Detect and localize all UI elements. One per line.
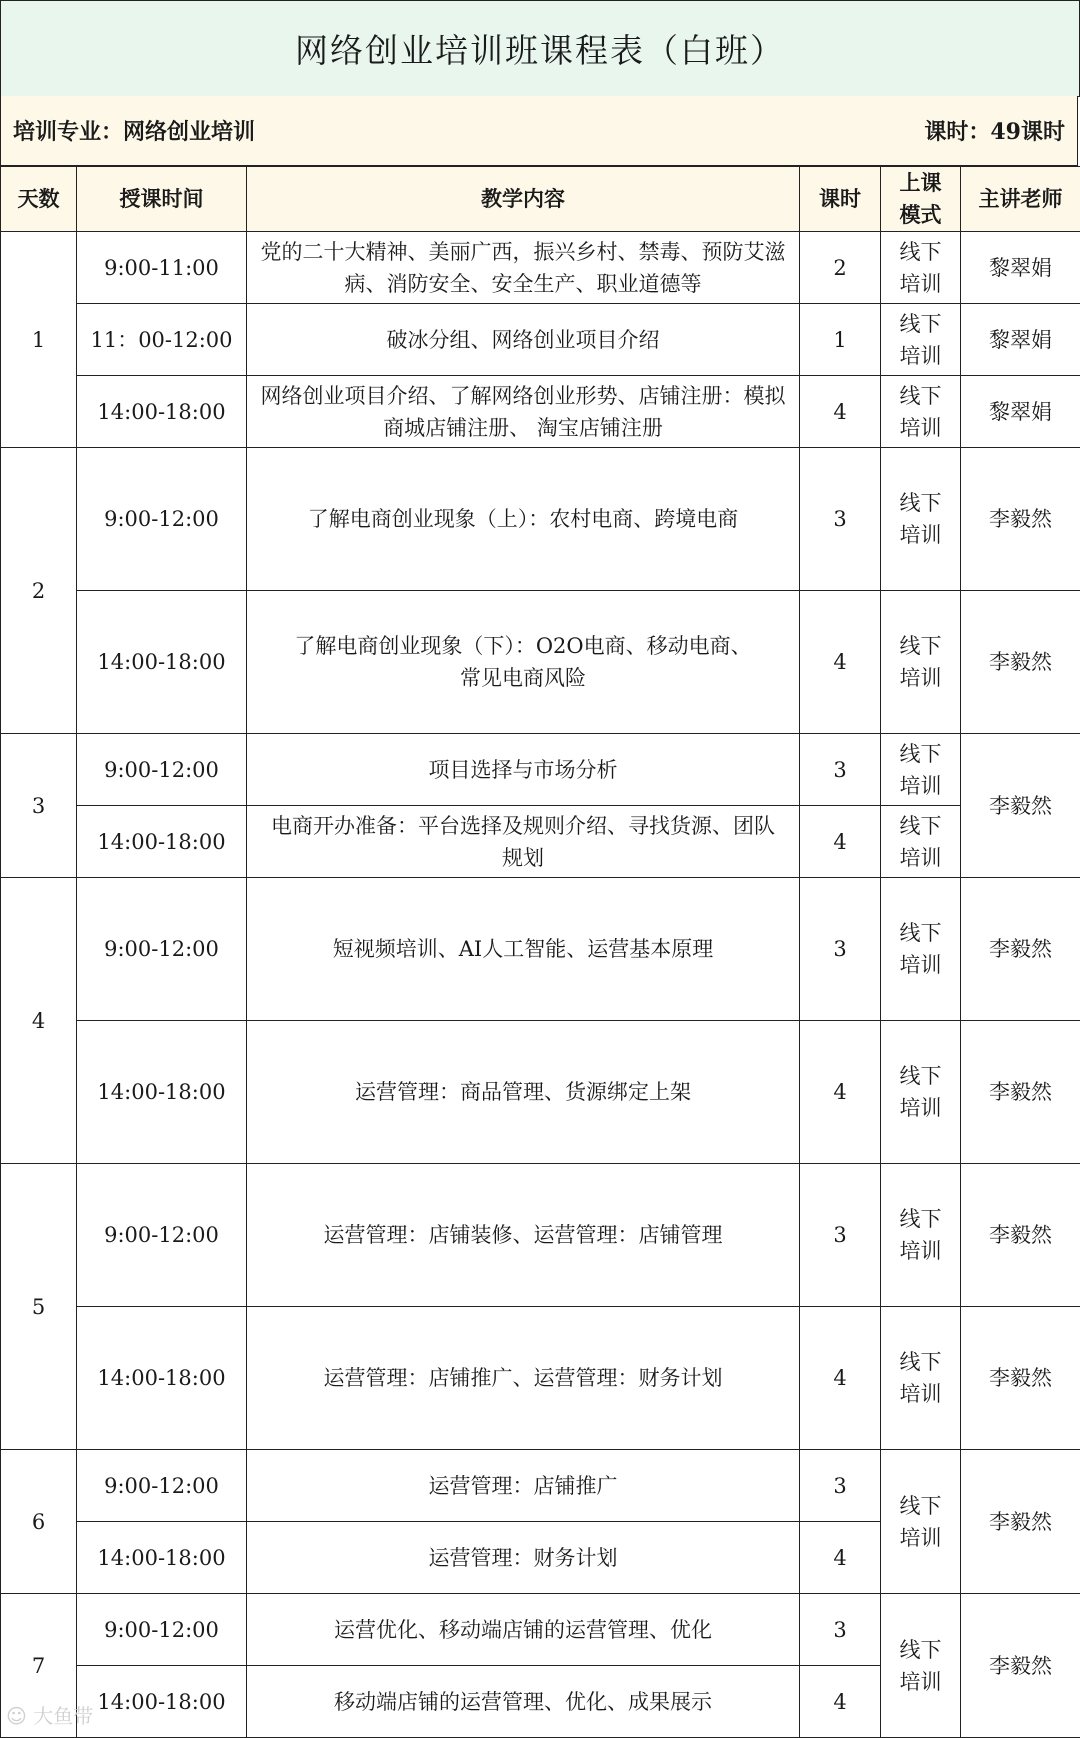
title-bar: [0, 0, 1080, 97]
table-row: [1, 304, 1080, 376]
hours-cell: 4: [800, 1307, 881, 1450]
time-cell: 14:00-18:00: [77, 1021, 247, 1164]
table-row: [1, 1021, 1080, 1164]
time-cell: 9:00-11:00: [77, 232, 247, 304]
table-row: [1, 1164, 1080, 1307]
table-row: [1, 1307, 1080, 1450]
time-cell: 9:00-12:00: [77, 734, 247, 806]
mode-cell: 线下培训: [881, 734, 961, 806]
content-cell: 电商开办准备：平台选择及规则介绍、寻找货源、团队规划: [247, 806, 800, 878]
content-cell: 了解电商创业现象（上）：农村电商、跨境电商: [247, 448, 800, 591]
hours-cell: 4: [800, 591, 881, 734]
header-time: 授课时间: [77, 167, 247, 232]
teacher-cell: 李毅然: [961, 591, 1080, 734]
hours-cell: 1: [800, 304, 881, 376]
teacher-cell: 黎翠娟: [961, 376, 1080, 448]
mode-cell: 线下培训: [881, 304, 961, 376]
hours-cell: 3: [800, 1164, 881, 1307]
hours-cell: 3: [800, 878, 881, 1021]
info-bar: [0, 96, 1078, 166]
mode-cell: 线下培训: [881, 1307, 961, 1450]
time-cell: 9:00-12:00: [77, 448, 247, 591]
mode-cell: 线下培训: [881, 448, 961, 591]
content-cell: 运营管理：财务计划: [247, 1522, 800, 1594]
header-row: [1, 167, 1080, 232]
content-cell: 运营管理：商品管理、货源绑定上架: [247, 1021, 800, 1164]
time-cell: 14:00-18:00: [77, 376, 247, 448]
day-cell: 5: [1, 1164, 77, 1450]
teacher-cell: 李毅然: [961, 1021, 1080, 1164]
time-cell: 9:00-12:00: [77, 878, 247, 1021]
table-row: [1, 591, 1080, 734]
mode-cell: 线下培训: [881, 806, 961, 878]
day-cell: 7: [1, 1594, 77, 1738]
teacher-cell: 李毅然: [961, 1307, 1080, 1450]
content-cell: 了解电商创业现象（下）：O2O电商、移动电商、常见电商风险: [247, 591, 800, 734]
mode-cell: 线下培训: [881, 1450, 961, 1594]
content-cell: 党的二十大精神、美丽广西，振兴乡村、禁毒、预防艾滋病、消防安全、安全生产、职业道德等: [247, 232, 800, 304]
teacher-cell: 李毅然: [961, 878, 1080, 1021]
hours-cell: 4: [800, 1522, 881, 1594]
hours-cell: 3: [800, 1450, 881, 1522]
teacher-cell: 李毅然: [961, 1164, 1080, 1307]
time-cell: 14:00-18:00: [77, 1307, 247, 1450]
hours-cell: 4: [800, 806, 881, 878]
teacher-cell: 李毅然: [961, 448, 1080, 591]
page-title: 网络创业培训班课程表（白班）: [295, 25, 785, 72]
time-cell: 14:00-18:00: [77, 1522, 247, 1594]
hours-cell: 4: [800, 1666, 881, 1738]
header-mode: 上课模式: [881, 167, 961, 232]
mode-cell: 线下培训: [881, 878, 961, 1021]
time-cell: 11：00-12:00: [77, 304, 247, 376]
time-cell: 9:00-12:00: [77, 1164, 247, 1307]
table-row: [1, 448, 1080, 591]
teacher-cell: 李毅然: [961, 1450, 1080, 1594]
hours-cell: 3: [800, 1594, 881, 1666]
watermark-text: 大鱼带: [33, 1704, 93, 1728]
training-major: 培训专业：网络创业培训: [13, 115, 255, 146]
table-row: [1, 232, 1080, 304]
time-cell: 14:00-18:00: [77, 1666, 247, 1738]
day-cell: 3: [1, 734, 77, 878]
table-row: [1, 1450, 1080, 1522]
mode-cell: 线下培训: [881, 1021, 961, 1164]
content-cell: 破冰分组、网络创业项目介绍: [247, 304, 800, 376]
day-cell: 4: [1, 878, 77, 1164]
mode-cell: 线下培训: [881, 232, 961, 304]
day-cell: 1: [1, 232, 77, 448]
mode-cell: 线下培训: [881, 1594, 961, 1738]
hours-cell: 3: [800, 734, 881, 806]
total-hours: 课时：49课时: [924, 115, 1065, 146]
watermark-logo-icon: ☺: [6, 1704, 27, 1728]
header-hours: 课时: [800, 167, 881, 232]
content-cell: 运营管理：店铺装修、运营管理：店铺管理: [247, 1164, 800, 1307]
header-teacher: 主讲老师: [961, 167, 1080, 232]
teacher-cell: 黎翠娟: [961, 232, 1080, 304]
watermark: [6, 1700, 93, 1729]
schedule-table: [0, 166, 1080, 1738]
table-row: [1, 376, 1080, 448]
mode-cell: 线下培训: [881, 1164, 961, 1307]
time-cell: 9:00-12:00: [77, 1594, 247, 1666]
hours-cell: 4: [800, 1021, 881, 1164]
content-cell: 项目选择与市场分析: [247, 734, 800, 806]
hours-cell: 2: [800, 232, 881, 304]
table-row: [1, 1594, 1080, 1666]
time-cell: 9:00-12:00: [77, 1450, 247, 1522]
table-row: [1, 806, 1080, 878]
content-cell: 短视频培训、AI人工智能、运营基本原理: [247, 878, 800, 1021]
mode-cell: 线下培训: [881, 591, 961, 734]
header-content: 教学内容: [247, 167, 800, 232]
time-cell: 14:00-18:00: [77, 806, 247, 878]
header-day: 天数: [1, 167, 77, 232]
day-cell: 6: [1, 1450, 77, 1594]
hours-cell: 4: [800, 376, 881, 448]
content-cell: 运营管理：店铺推广: [247, 1450, 800, 1522]
time-cell: 14:00-18:00: [77, 591, 247, 734]
content-cell: 网络创业项目介绍、了解网络创业形势、店铺注册：模拟商城店铺注册、 淘宝店铺注册: [247, 376, 800, 448]
table-row: [1, 878, 1080, 1021]
teacher-cell: 黎翠娟: [961, 304, 1080, 376]
mode-cell: 线下培训: [881, 376, 961, 448]
hours-cell: 3: [800, 448, 881, 591]
content-cell: 移动端店铺的运营管理、优化、成果展示: [247, 1666, 800, 1738]
content-cell: 运营优化、移动端店铺的运营管理、优化: [247, 1594, 800, 1666]
day-cell: 2: [1, 448, 77, 734]
teacher-cell: 李毅然: [961, 1594, 1080, 1738]
content-cell: 运营管理：店铺推广、运营管理：财务计划: [247, 1307, 800, 1450]
teacher-cell: 李毅然: [961, 734, 1080, 878]
table-row: [1, 734, 1080, 806]
